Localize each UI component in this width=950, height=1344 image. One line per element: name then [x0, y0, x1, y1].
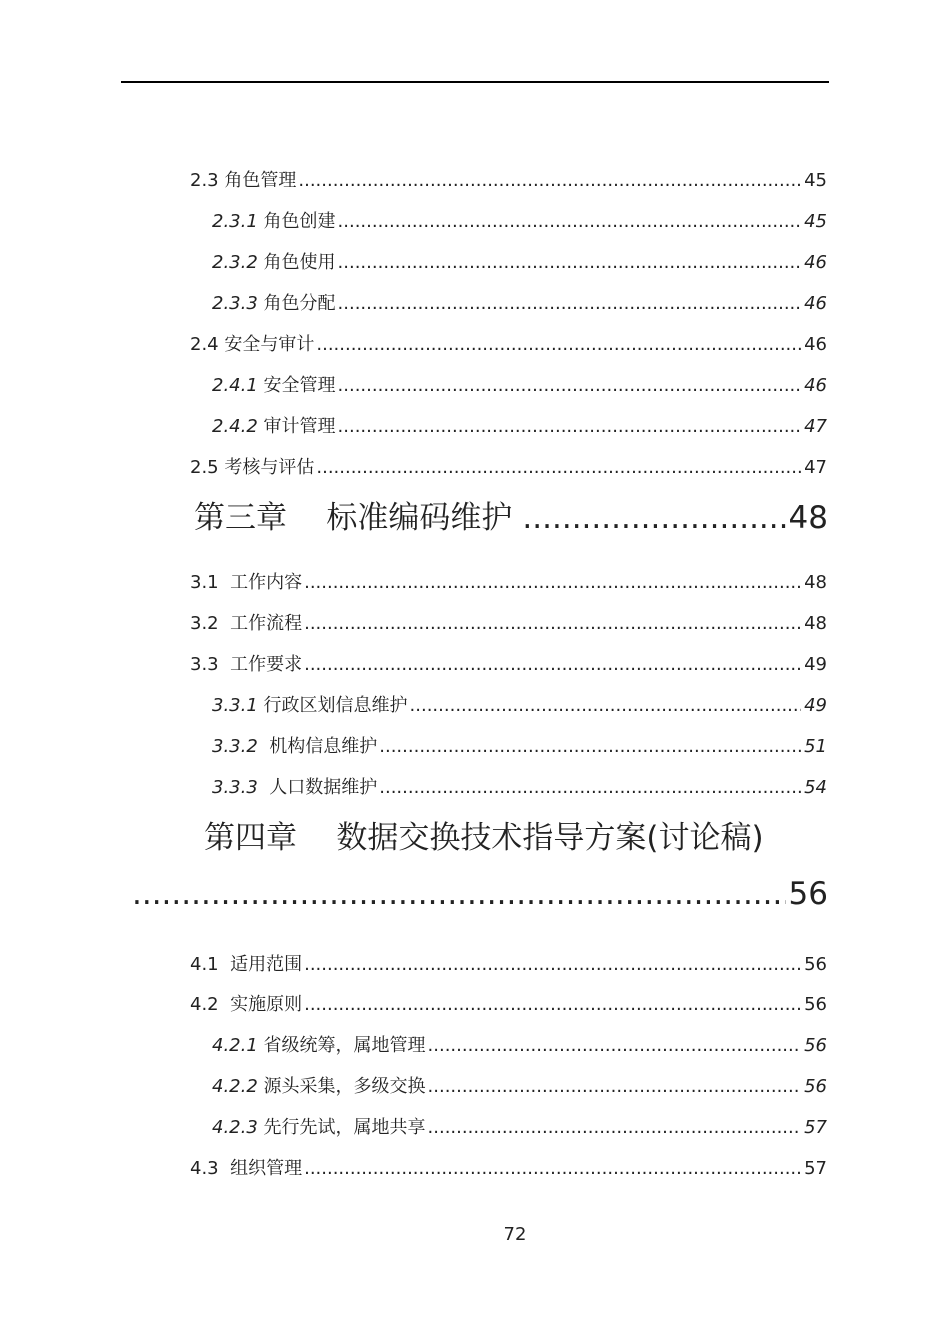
- toc-entry-number: 2.3.3: [212, 293, 258, 314]
- toc-entry-3-1[interactable]: [190, 568, 827, 594]
- toc-entry-number: 2.5: [190, 457, 219, 478]
- toc-entry-page: 57: [804, 1158, 827, 1179]
- toc-entry-page: 46: [804, 252, 827, 273]
- toc-entry-title: 角色使用: [263, 252, 336, 273]
- toc-entry-2-3[interactable]: [190, 166, 827, 192]
- toc-chapter-title: 标准编码维护: [326, 500, 513, 536]
- toc-leader-dots: [298, 170, 801, 191]
- toc-entry-title: 工作要求: [230, 654, 303, 675]
- toc-entry-page: 48: [804, 613, 827, 634]
- toc-entry-4-2[interactable]: [190, 990, 827, 1016]
- toc-entry-number: 2.4.2: [212, 416, 258, 437]
- toc-entry-number: 3.3.3: [212, 777, 258, 798]
- toc-entry-3-3-1[interactable]: [212, 691, 827, 717]
- toc-entry-number: 2.4: [190, 334, 219, 355]
- toc-entry-3-3-3[interactable]: [212, 773, 827, 799]
- toc-leader-dots: [304, 994, 801, 1015]
- toc-entry-title: 角色分配: [263, 293, 336, 314]
- toc-entry-2-3-1[interactable]: [212, 207, 827, 233]
- toc-entry-2-4[interactable]: [190, 330, 827, 356]
- header-rule: [121, 81, 829, 83]
- toc-chapter-3[interactable]: [194, 492, 828, 536]
- toc-leader-dots: [304, 1158, 801, 1179]
- toc-entry-page: 56: [804, 994, 827, 1015]
- toc-entry-page: 56: [804, 1076, 827, 1097]
- toc-entry-title: 省级统筹，属地管理: [263, 1035, 426, 1056]
- toc-leader-dots: [522, 500, 785, 536]
- toc-leader-dots: [316, 334, 801, 355]
- toc-entry-2-3-3[interactable]: [212, 289, 827, 315]
- toc-entry-page: 56: [804, 954, 827, 975]
- toc-entry-page: 57: [804, 1117, 827, 1138]
- toc-entry-page: 51: [804, 736, 827, 757]
- toc-entry-3-3-2[interactable]: [212, 732, 827, 758]
- toc-entry-4-3[interactable]: [190, 1154, 827, 1180]
- toc-leader-dots: [304, 572, 801, 593]
- toc-entry-title: 实施原则: [230, 994, 303, 1015]
- toc-entry-4-2-3[interactable]: [212, 1113, 827, 1139]
- toc-entry-number: 2.3.2: [212, 252, 258, 273]
- toc-entry-2-4-1[interactable]: [212, 371, 827, 397]
- toc-entry-page: 45: [804, 211, 827, 232]
- toc-chapter-number: 第三章: [194, 500, 287, 536]
- toc-entry-number: 2.3: [190, 170, 219, 191]
- toc-chapter-page: 48: [788, 500, 828, 536]
- toc-entry-page: 47: [804, 457, 827, 478]
- toc-leader-dots: [428, 1117, 802, 1138]
- toc-entry-number: 3.1: [190, 572, 219, 593]
- toc-entry-title: 审计管理: [263, 416, 336, 437]
- toc-entry-number: 3.3.1: [212, 695, 258, 716]
- toc-entry-page: 46: [804, 334, 827, 355]
- toc-entry-number: 4.2.2: [212, 1076, 258, 1097]
- toc-entry-title: 考核与评估: [224, 457, 315, 478]
- toc-entry-4-1[interactable]: [190, 950, 827, 976]
- toc-entry-page: 56: [804, 1035, 827, 1056]
- toc-entry-number: 4.2.3: [212, 1117, 258, 1138]
- toc-chapter-number: 第四章: [204, 820, 297, 856]
- toc-leader-dots: [338, 375, 802, 396]
- toc-leader-dots: [338, 293, 802, 314]
- toc-entry-number: 4.1: [190, 954, 219, 975]
- toc-entry-number: 4.3: [190, 1158, 219, 1179]
- toc-leader-dots: [304, 613, 801, 634]
- toc-leader-dots: [338, 416, 802, 437]
- toc-entry-2-4-2[interactable]: [212, 412, 827, 438]
- toc-entry-3-2[interactable]: [190, 609, 827, 635]
- toc-entry-page: 45: [804, 170, 827, 191]
- toc-entry-title: 人口数据维护: [269, 777, 378, 798]
- toc-entry-title: 行政区划信息维护: [263, 695, 408, 716]
- toc-entry-page: 46: [804, 293, 827, 314]
- toc-leader-dots: [428, 1076, 802, 1097]
- toc-entry-page: 48: [804, 572, 827, 593]
- toc-leader-dots: [304, 954, 801, 975]
- toc-chapter-4[interactable]: [204, 812, 764, 857]
- toc-entry-page: 49: [804, 654, 827, 675]
- toc-entry-4-2-1[interactable]: [212, 1031, 827, 1057]
- toc-entry-number: 4.2.1: [212, 1035, 258, 1056]
- toc-chapter-4-leader[interactable]: [132, 876, 828, 912]
- toc-entry-number: 2.3.1: [212, 211, 258, 232]
- toc-entry-number: 4.2: [190, 994, 219, 1015]
- toc-entry-title: 角色管理: [224, 170, 297, 191]
- toc-leader-dots: [379, 777, 801, 798]
- toc-leader-dots: [338, 252, 802, 273]
- toc-entry-title: 角色创建: [263, 211, 336, 232]
- toc-entry-page: 49: [804, 695, 827, 716]
- toc-leader-dots: [132, 876, 786, 912]
- toc-leader-dots: [338, 211, 802, 232]
- toc-entry-page: 54: [804, 777, 827, 798]
- toc-leader-dots: [304, 654, 801, 675]
- toc-chapter-title: 数据交换技术指导方案(讨论稿): [336, 820, 764, 856]
- toc-entry-title: 源头采集，多级交换: [263, 1076, 426, 1097]
- toc-entry-title: 适用范围: [230, 954, 303, 975]
- toc-entry-number: 3.2: [190, 613, 219, 634]
- toc-entry-title: 安全管理: [263, 375, 336, 396]
- toc-entry-title: 组织管理: [230, 1158, 303, 1179]
- toc-entry-number: 2.4.1: [212, 375, 258, 396]
- toc-leader-dots: [428, 1035, 802, 1056]
- toc-entry-3-3[interactable]: [190, 650, 827, 676]
- toc-entry-page: 46: [804, 375, 827, 396]
- toc-entry-2-3-2[interactable]: [212, 248, 827, 274]
- toc-entry-title: 先行先试，属地共享: [263, 1117, 426, 1138]
- toc-entry-2-5[interactable]: [190, 453, 827, 479]
- toc-leader-dots: [379, 736, 801, 757]
- toc-entry-title: 机构信息维护: [269, 736, 378, 757]
- toc-entry-page: 47: [804, 416, 827, 437]
- footer-page-number: 72: [503, 1224, 527, 1245]
- toc-entry-title: 工作流程: [230, 613, 303, 634]
- toc-entry-number: 3.3: [190, 654, 219, 675]
- toc-entry-number: 3.3.2: [212, 736, 258, 757]
- toc-leader-dots: [410, 695, 802, 716]
- toc-chapter-page: 56: [788, 876, 828, 912]
- toc-entry-title: 安全与审计: [224, 334, 315, 355]
- toc-entry-title: 工作内容: [230, 572, 303, 593]
- toc-entry-4-2-2[interactable]: [212, 1072, 827, 1098]
- toc-leader-dots: [316, 457, 801, 478]
